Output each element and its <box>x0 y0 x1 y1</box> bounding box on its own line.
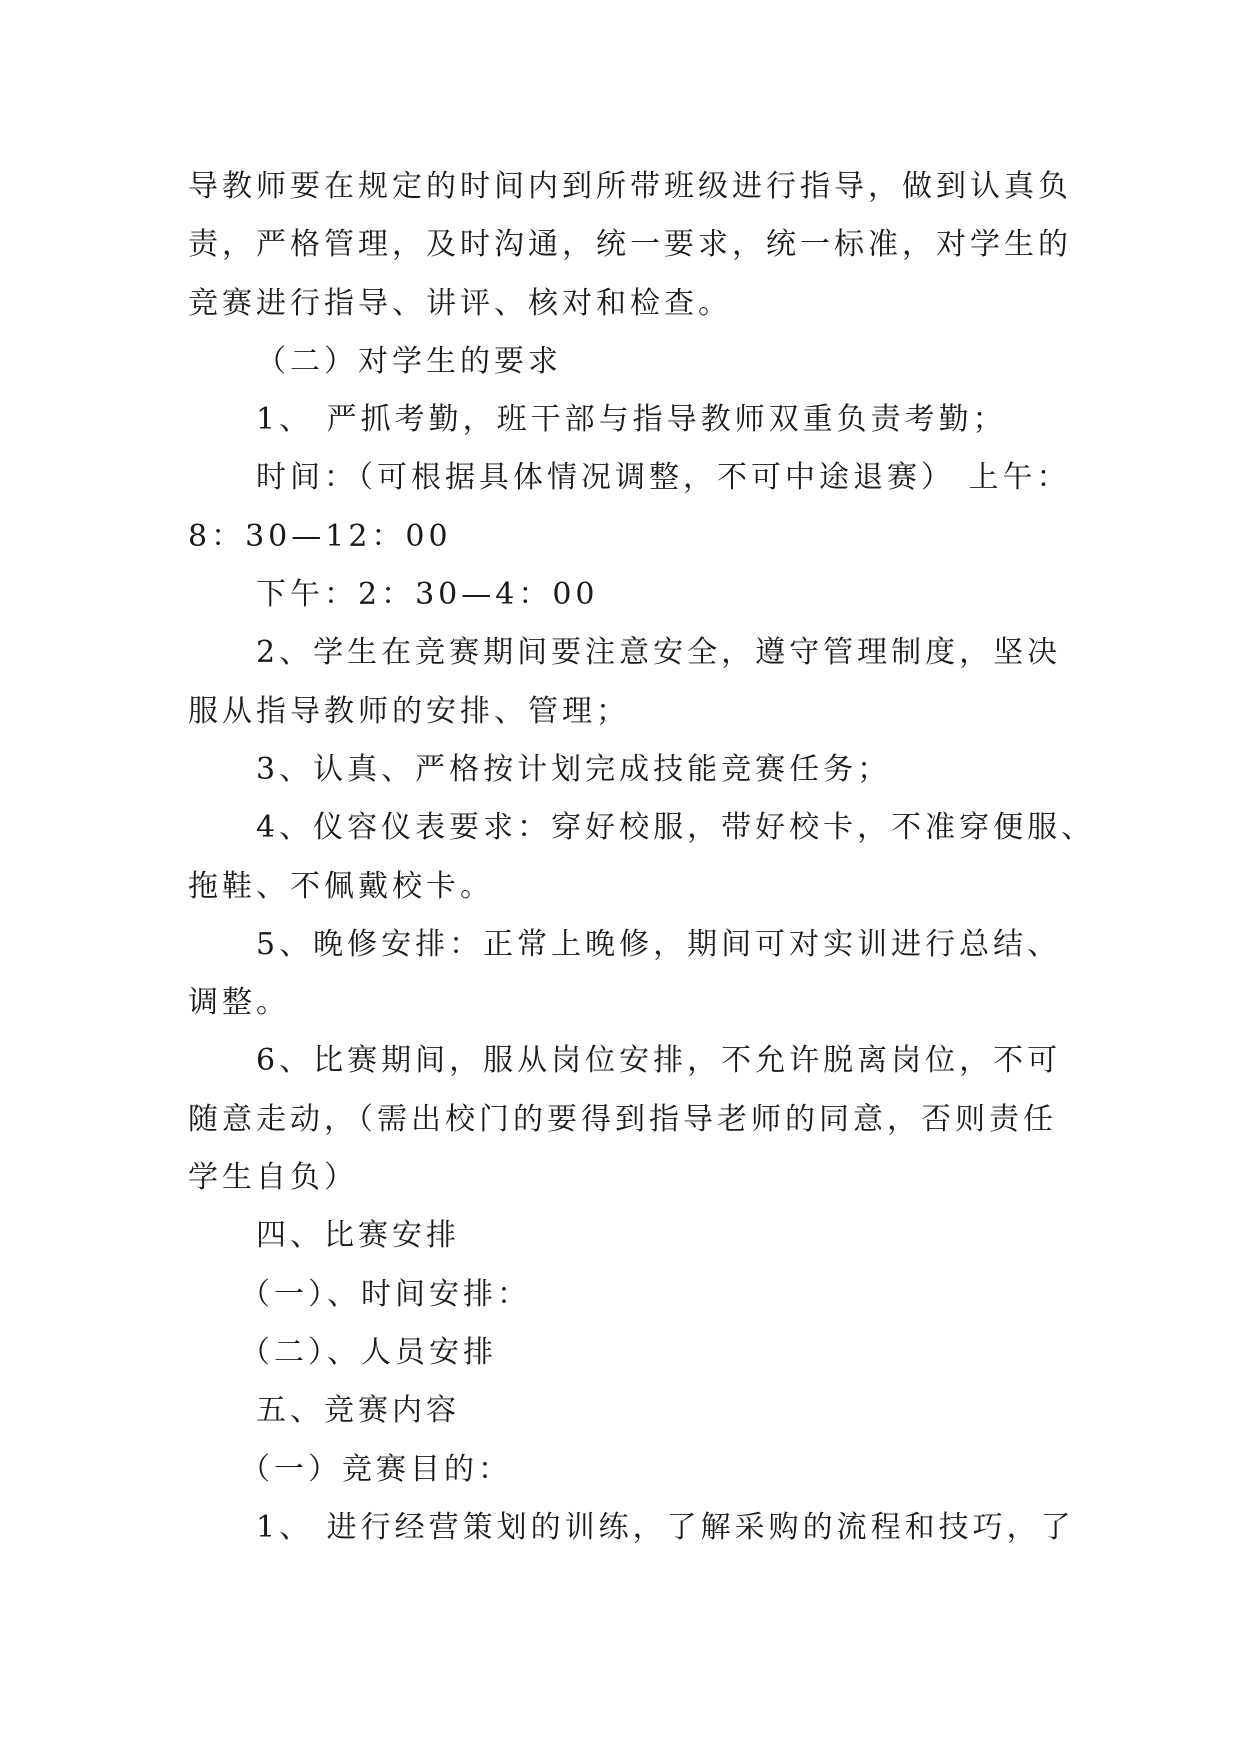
paragraph-line: 随意走动，（需出校门的要得到指导老师的同意，否则责任 <box>188 1101 1057 1137</box>
paragraph-line: 调整。 <box>188 985 290 1021</box>
list-item: 1、 严抓考勤，班干部与指导教师双重负责考勤； <box>256 402 1007 438</box>
list-item: 3、认真、严格按计划完成技能竞赛任务； <box>256 751 892 787</box>
paragraph-line: 8：30—12：00 <box>188 518 452 554</box>
paragraph-line: 拖鞋、不佩戴校卡。 <box>188 868 494 904</box>
paragraph-line: 责，严格管理，及时沟通，统一要求，统一标准，对学生的 <box>188 227 1072 263</box>
section-heading: 四、比赛安排 <box>256 1218 460 1254</box>
paragraph-line: 时间：（可根据具体情况调整，不可中途退赛） 上午： <box>256 460 1071 496</box>
list-item: 1、 进行经营策划的训练，了解采购的流程和技巧，了 <box>256 1509 1075 1545</box>
document-body <box>188 158 1096 1557</box>
section-heading: 五、竞赛内容 <box>256 1393 460 1429</box>
paragraph-line: 服从指导教师的安排、管理； <box>188 693 630 729</box>
subsection-heading: （一）、时间安排： <box>240 1276 531 1312</box>
list-item: 4、仪容仪表要求：穿好校服，带好校卡，不准穿便服、 <box>256 810 1096 846</box>
section-heading: （二）对学生的要求 <box>256 343 562 379</box>
paragraph-line: 学生自负） <box>188 1160 358 1196</box>
paragraph-line: 下午：2：30—4：00 <box>256 577 599 613</box>
list-item: 6、比赛期间，服从岗位安排，不允许脱离岗位，不可 <box>256 1043 1062 1079</box>
subsection-heading: （一）竞赛目的： <box>240 1451 512 1487</box>
paragraph-line: 导教师要在规定的时间内到所带班级进行指导，做到认真负 <box>188 169 1072 204</box>
list-item: 5、晚修安排：正常上晚修，期间可对实训进行总结、 <box>256 926 1062 962</box>
paragraph-line: 竞赛进行指导、讲评、核对和检查。 <box>188 285 732 321</box>
subsection-heading: （二）、人员安排 <box>240 1334 497 1370</box>
list-item: 2、学生在竞赛期间要注意安全，遵守管理制度，坚决 <box>256 635 1062 671</box>
